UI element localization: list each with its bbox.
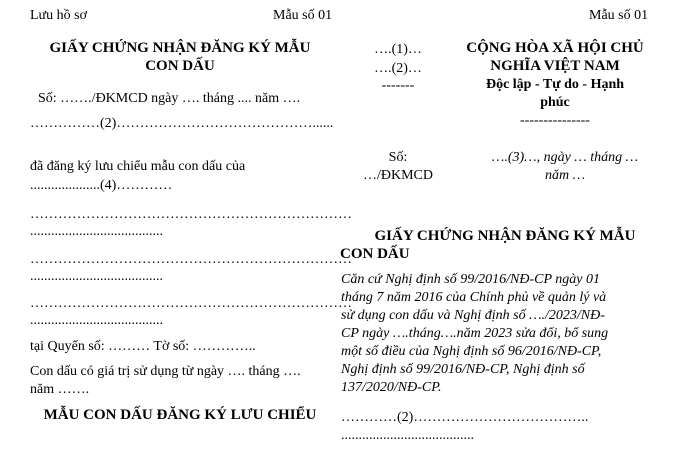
legal-basis-line-3: sử dụng con dấu và Nghị định số …./2023/NĐ- bbox=[341, 308, 605, 323]
motto-rule: --------------- bbox=[520, 113, 590, 128]
place-date-line1: ….(3)…, ngày … tháng … bbox=[491, 150, 639, 165]
dotted-line-3: …………………………………………………………… bbox=[30, 296, 352, 311]
agency-field-2: ….(2)… bbox=[374, 61, 422, 76]
number-value-right: …/ĐKMCD bbox=[362, 168, 433, 183]
certificate-title-left-line1: GIẤY CHỨNG NHẬN ĐĂNG KÝ MẪU bbox=[49, 40, 311, 56]
field-2-line: ……………(2)……………………………………...... bbox=[30, 116, 334, 131]
legal-basis-line-1: Căn cứ Nghị định số 99/2016/NĐ-CP ngày 01 bbox=[341, 272, 600, 287]
dotted-line-2: …………………………………………………………… bbox=[30, 252, 352, 267]
certificate-title-right-line2: CON DẤU bbox=[340, 246, 410, 262]
dotted-line-2b: ...................................... bbox=[30, 269, 163, 284]
legal-basis-line-2: tháng 7 năm 2016 của Chính phủ về quản lý và bbox=[341, 290, 607, 305]
registered-line: đã đăng ký lưu chiểu mẫu con dấu của bbox=[30, 159, 246, 174]
dotted-line-1: …………………………………………………………… bbox=[30, 207, 352, 222]
number-date-line: Số: ……./ĐKMCD ngày …. tháng .... năm …. bbox=[38, 91, 301, 106]
legal-basis-line-6: Nghị định số 99/2016/NĐ-CP, Nghị định số bbox=[341, 362, 585, 377]
sample-seal-heading: MẪU CON DẤU ĐĂNG KÝ LƯU CHIỂU bbox=[43, 407, 317, 423]
certificate-title-left-line2: CON DẤU bbox=[145, 58, 215, 74]
national-title-line2: NGHĨA VIỆT NAM bbox=[490, 58, 620, 74]
legal-basis-line-4: CP ngày ….tháng….năm 2023 sửa đổi, bổ sung bbox=[341, 326, 609, 341]
form-number-left: Mẫu số 01 bbox=[273, 8, 333, 23]
place-date-line2: năm … bbox=[544, 168, 586, 183]
agency-field-1: ….(1)… bbox=[374, 42, 422, 57]
legal-basis-line-5: một số điều của Nghị định số 96/2016/NĐ-CP, bbox=[341, 344, 602, 359]
field-2-line-right: …………(2)……………………………….. bbox=[341, 410, 589, 425]
motto-line1: Độc lập - Tự do - Hạnh bbox=[485, 77, 625, 92]
field-4-line: ....................(4)………… bbox=[30, 178, 173, 193]
legal-basis-line-7: 137/2020/NĐ-CP. bbox=[341, 380, 442, 395]
form-number-right: Mẫu số 01 bbox=[589, 8, 649, 23]
book-sheet-line: tại Quyển số: ……… Tờ số: ………….. bbox=[30, 339, 256, 354]
agency-rule: ------- bbox=[381, 78, 415, 93]
validity-line: Con dấu có giá trị sử dụng từ ngày …. tháng …. bbox=[30, 364, 301, 379]
national-title-line1: CỘNG HÒA XÃ HỘI CHỦ bbox=[466, 40, 644, 56]
validity-year-line: năm ……. bbox=[30, 382, 90, 397]
dotted-line-1b: ...................................... bbox=[30, 224, 163, 239]
record-label: Lưu hồ sơ bbox=[30, 8, 87, 23]
number-label-right: Số: bbox=[388, 150, 408, 165]
certificate-title-right-line1: GIẤY CHỨNG NHẬN ĐĂNG KÝ MẪU bbox=[374, 228, 636, 244]
field-2-line-right-b: ...................................... bbox=[341, 428, 474, 443]
dotted-line-3b: ...................................... bbox=[30, 313, 163, 328]
motto-line2: phúc bbox=[540, 95, 570, 110]
